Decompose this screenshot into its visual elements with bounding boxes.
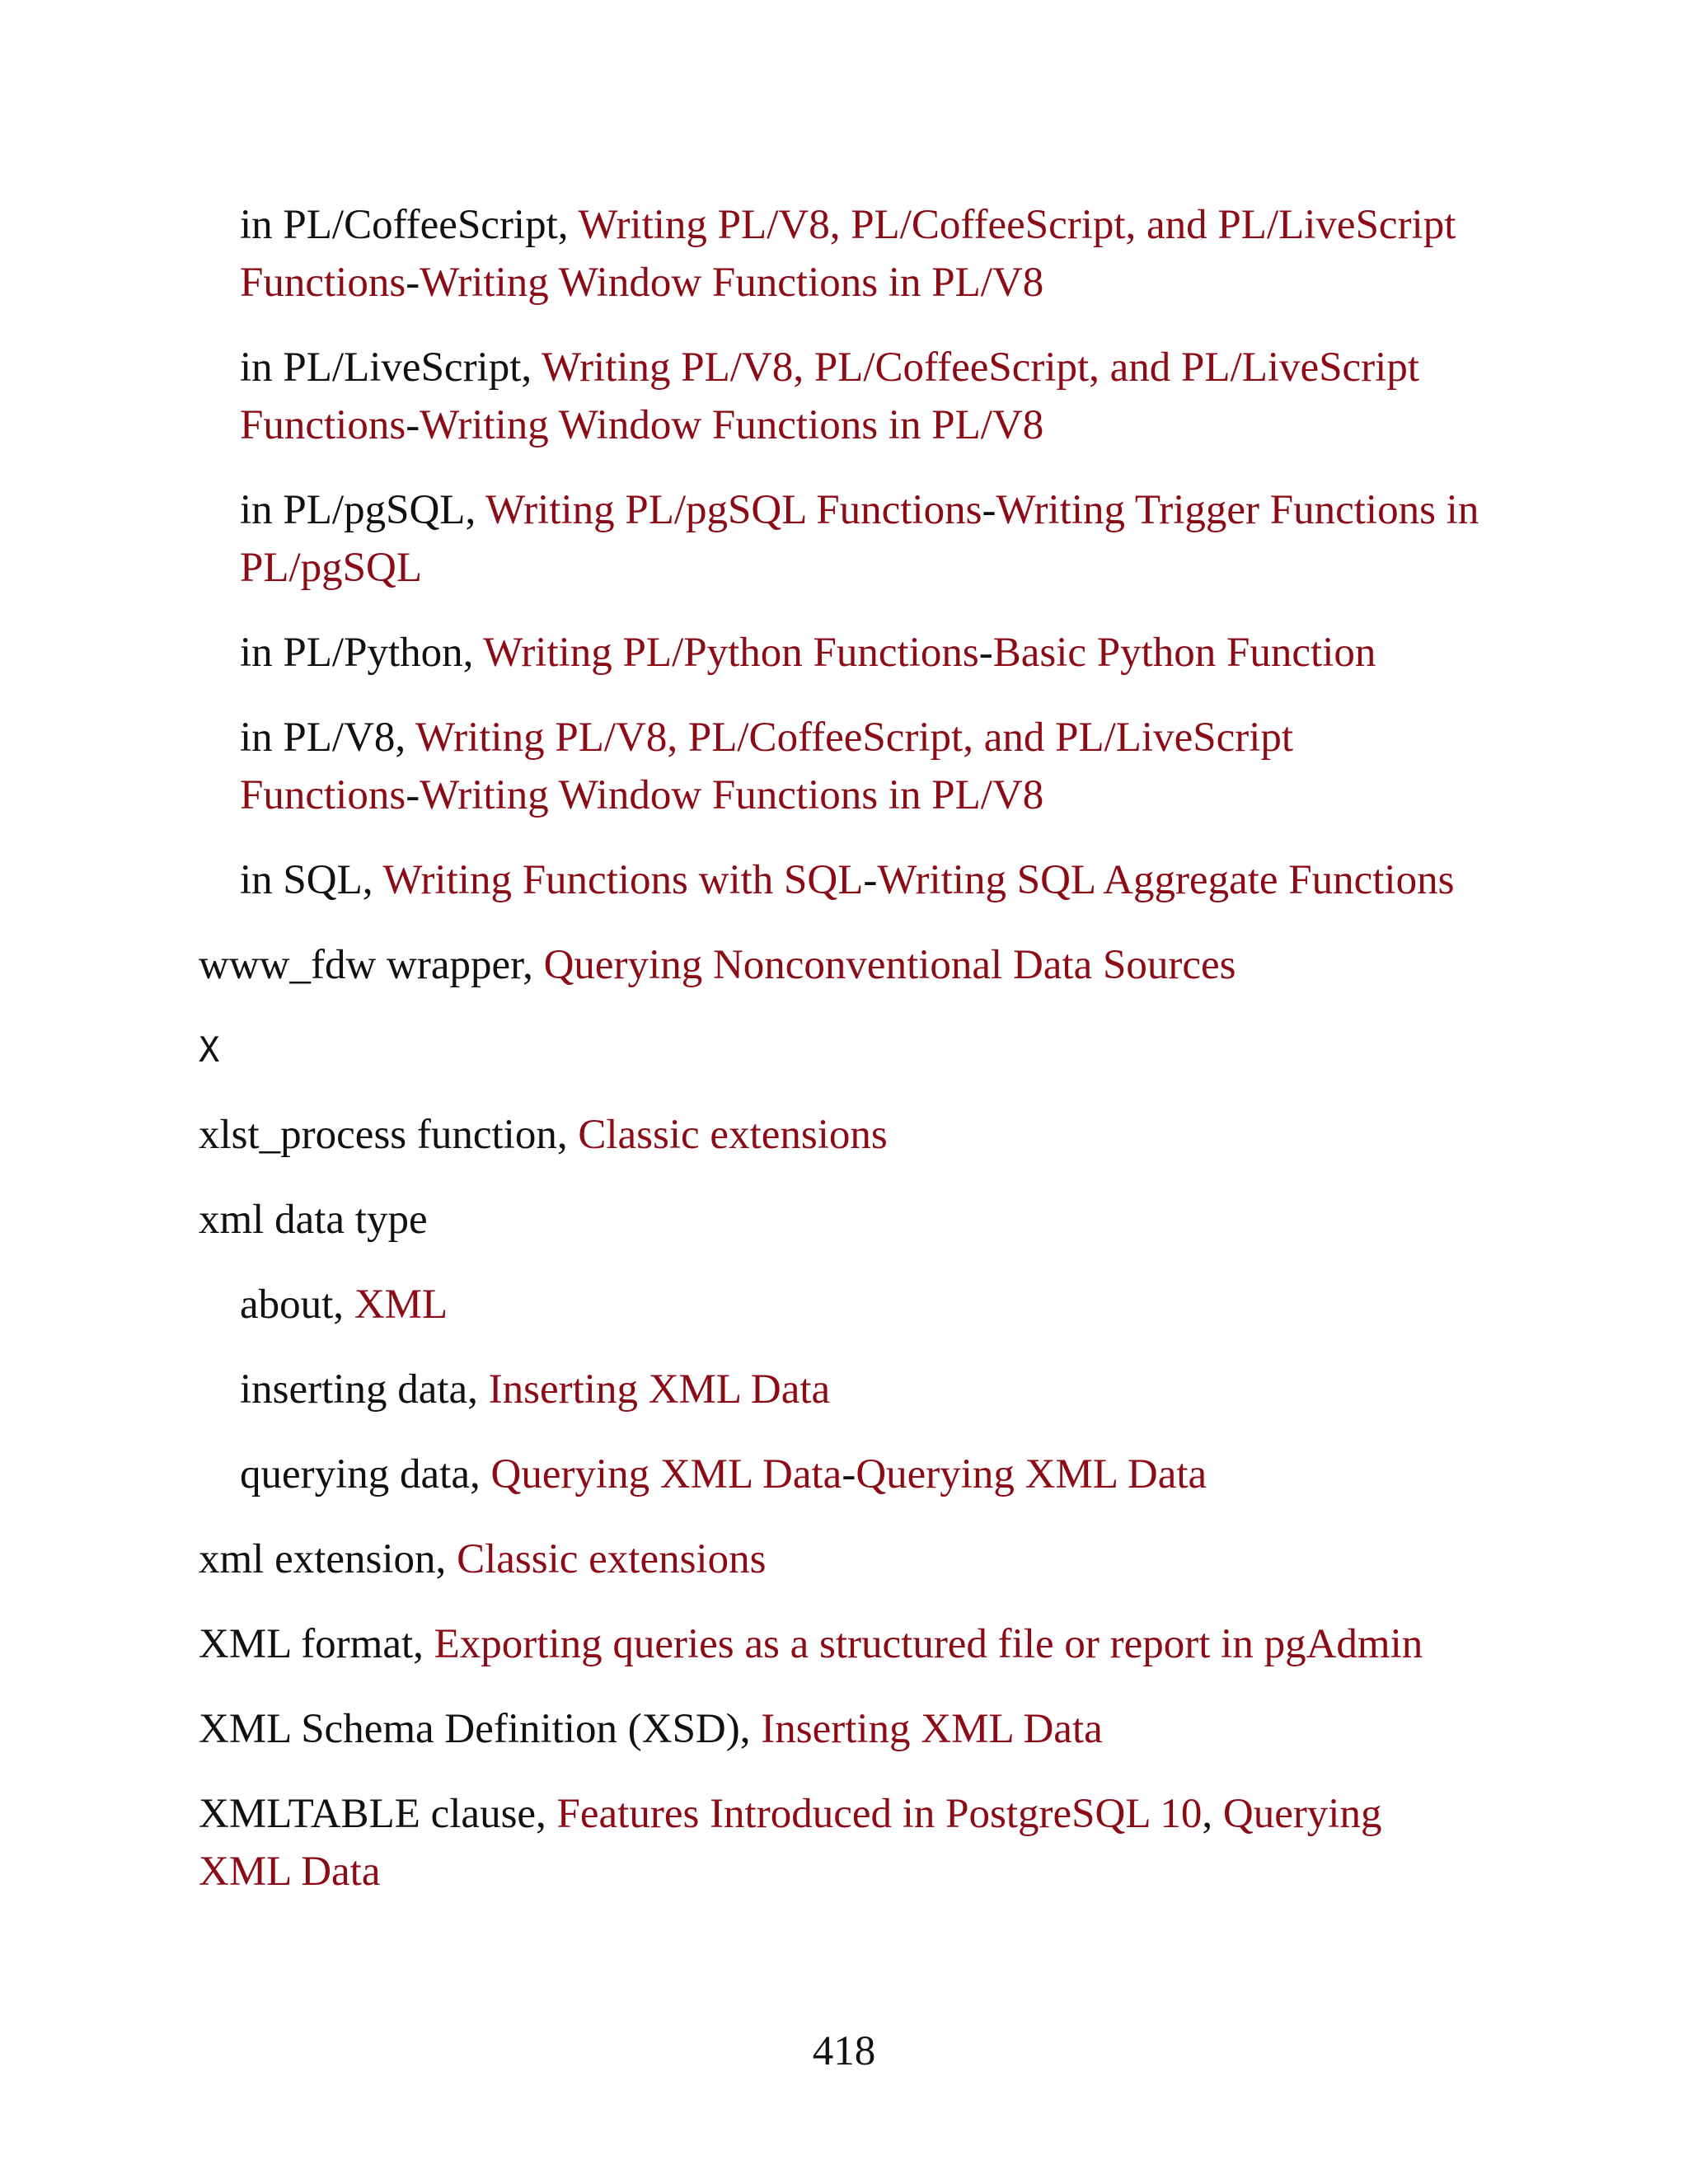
entry-link[interactable]: Features Introduced in PostgreSQL 10 (556, 1791, 1203, 1837)
entry-term: xml extension, (199, 1536, 457, 1582)
index-letter-heading (0, 1021, 1688, 1079)
entry-term: about, (240, 1282, 354, 1328)
entry-separator: - (842, 1451, 856, 1497)
entry-term: in PL/pgSQL, (240, 487, 486, 533)
entry-link[interactable]: Writing SQL Aggregate Functions (877, 857, 1455, 903)
entry-term: XML format, (199, 1621, 434, 1667)
entry-link[interactable]: Inserting XML Data (761, 1706, 1103, 1752)
index-entry-pl-livescript (0, 339, 1688, 454)
entry-term: in SQL, (240, 857, 383, 903)
entry-term: in PL/V8, (240, 715, 416, 761)
index-entry-xml-data-type (0, 1191, 1688, 1249)
entry-link[interactable]: Writing PL/pgSQL Functions (485, 487, 982, 533)
entry-link[interactable]: Writing PL/V8, PL/CoffeeScript, and PL/LiveScript Functions (240, 715, 1294, 818)
index-entry-xlst-process (0, 1106, 1688, 1164)
index-entry-xml-inserting (0, 1361, 1688, 1418)
entry-term: xml data type (199, 1197, 428, 1243)
entry-separator: - (978, 630, 993, 676)
index-entry-xmltable (0, 1785, 1688, 1900)
index-entry-pl-v8 (0, 709, 1688, 824)
index-entry-pl-pgsql (0, 481, 1688, 597)
entry-link[interactable]: Writing Window Functions in PL/V8 (420, 772, 1044, 818)
entry-link[interactable]: Querying XML Data (490, 1451, 842, 1497)
entry-link[interactable]: Querying XML Data (856, 1451, 1207, 1497)
entry-link[interactable]: Querying Nonconventional Data Sources (543, 942, 1236, 988)
entry-term: xlst_process function, (199, 1112, 579, 1158)
entry-term: XMLTABLE clause, (199, 1791, 557, 1837)
index-entry-pl-coffeescript (0, 196, 1688, 312)
entry-link[interactable]: Basic Python Function (992, 630, 1376, 676)
index-entries (0, 196, 1688, 1928)
entry-term: in PL/LiveScript, (240, 344, 542, 391)
entry-term: inserting data, (240, 1366, 489, 1413)
entry-link[interactable]: Writing PL/Python Functions (483, 630, 979, 676)
entry-link[interactable]: Writing PL/V8, PL/CoffeeScript, and PL/LiveScript Functions (240, 344, 1420, 448)
entry-link[interactable]: Exporting queries as a structured file or report in pgAdmin (434, 1621, 1423, 1667)
entry-term: querying data, (240, 1451, 491, 1497)
entry-term: www_fdw wrapper, (199, 942, 544, 988)
entry-link[interactable]: Classic extensions (578, 1112, 888, 1158)
index-entry-sql (0, 851, 1688, 909)
index-entry-xml-format (0, 1615, 1688, 1673)
entry-term: in PL/CoffeeScript, (240, 202, 579, 248)
entry-link[interactable]: Querying XML Data (199, 1791, 1382, 1895)
letter-heading-text: X (199, 1029, 220, 1070)
entry-separator: - (406, 260, 420, 306)
entry-link[interactable]: Writing Window Functions in PL/V8 (420, 402, 1044, 448)
entry-separator: - (406, 772, 420, 818)
index-entry-xml-extension (0, 1530, 1688, 1588)
entry-separator: - (406, 402, 420, 448)
index-entry-pl-python (0, 624, 1688, 682)
index-entry-www-fdw (0, 936, 1688, 994)
page-number: 418 (812, 2028, 876, 2074)
entry-link[interactable]: Writing Functions with SQL (382, 857, 864, 903)
index-entry-xsd (0, 1700, 1688, 1758)
entry-link[interactable]: XML (354, 1282, 448, 1328)
entry-link[interactable]: Classic extensions (457, 1536, 767, 1582)
entry-separator: - (982, 487, 996, 533)
entry-term: in PL/Python, (240, 630, 484, 676)
entry-link[interactable]: Writing Window Functions in PL/V8 (420, 260, 1044, 306)
entry-link[interactable]: Inserting XML Data (488, 1366, 831, 1413)
entry-link[interactable]: Writing Trigger Functions in PL/pgSQL (240, 487, 1479, 591)
index-entry-xml-about (0, 1276, 1688, 1333)
index-entry-xml-querying (0, 1446, 1688, 1503)
entry-separator: - (863, 857, 878, 903)
entry-link[interactable]: Writing PL/V8, PL/CoffeeScript, and PL/LiveScript Functions (240, 202, 1456, 306)
entry-separator: , (1202, 1791, 1223, 1837)
entry-term: XML Schema Definition (XSD), (199, 1706, 762, 1752)
